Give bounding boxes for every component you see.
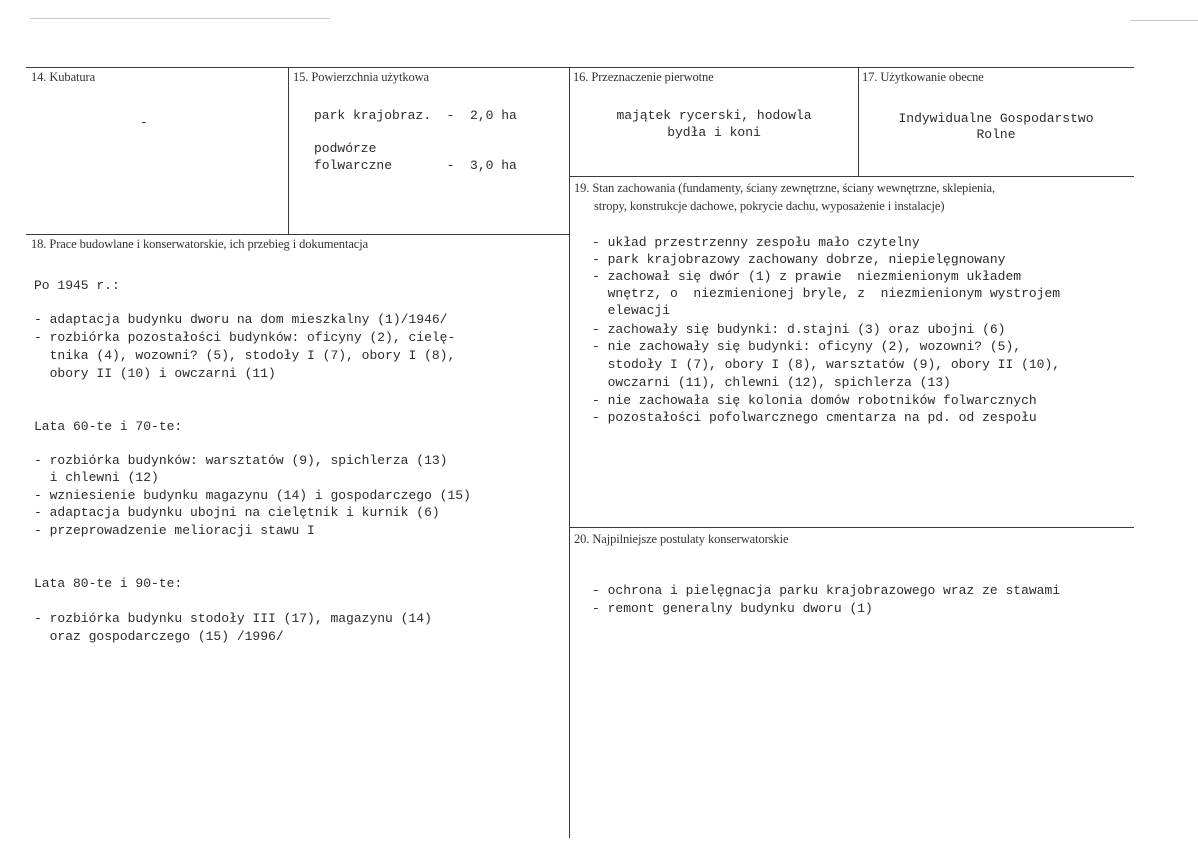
period-title: Lata 60-te i 70-te: [34, 419, 183, 434]
divider-above-18 [26, 234, 569, 235]
prace-line: i chlewni (12) [34, 470, 159, 485]
scan-artifact-line [1130, 20, 1198, 21]
prace-line: - rozbiórka budynku stodoły III (17), magazynu (14) [34, 611, 432, 626]
powierzchnia-line: folwarczne - 3,0 ha [314, 158, 517, 173]
stan-line: - nie zachowała się kolonia domów robotników folwarcznych [592, 393, 1037, 408]
stan-line: elewacji [592, 303, 671, 318]
uzytkowanie-line: Indywidualne Gospodarstwo [898, 111, 1094, 126]
section-19-header-line2: stropy, konstrukcje dachowe, pokrycie dachu, wyposażenie i instalacje) [594, 199, 945, 213]
powierzchnia-line: park krajobraz. - 2,0 ha [314, 108, 517, 123]
stan-line: - pozostałości pofolwarcznego cmentarza na pd. od zespołu [592, 410, 1037, 425]
prace-line: tnika (4), wozowni? (5), stodoły I (7), obory I (8), [34, 348, 456, 363]
postulat-line: - remont generalny budynku dworu (1) [592, 601, 873, 616]
section-15-header: 15. Powierzchnia użytkowa [293, 70, 430, 84]
form-top-border [26, 67, 1134, 68]
stan-line: - układ przestrzenny zespołu mało czytelny [592, 235, 920, 250]
section-20-header: 20. Najpilniejsze postulaty konserwatorskie [574, 532, 789, 546]
stan-line: - zachował się dwór (1) z prawie niezmienionym układem [592, 269, 1022, 284]
przeznaczenie-line: majątek rycerski, hodowla [616, 108, 812, 123]
section-16-header: 16. Przeznaczenie pierwotne [573, 70, 714, 84]
prace-line: - wzniesienie budynku magazynu (14) i gospodarczego (15) [34, 488, 471, 503]
divider-above-19 [569, 176, 1134, 177]
period-title: Lata 80-te i 90-te: [34, 576, 183, 591]
prace-line: obory II (10) i owczarni (11) [34, 366, 276, 381]
section-14-header: 14. Kubatura [31, 70, 96, 84]
section-18-header: 18. Prace budowlane i konserwatorskie, ich przebieg i dokumentacja [31, 237, 369, 251]
postulat-line: - ochrona i pielęgnacja parku krajobrazowego wraz ze stawami [592, 583, 1061, 598]
divider-16-17 [858, 67, 859, 176]
stan-line: - park krajobrazowy zachowany dobrze, niepielęgnowany [592, 252, 1006, 267]
stan-line: stodoły I (7), obory I (8), warsztatów (9), obory II (10), [592, 357, 1061, 372]
prace-line: oraz gospodarczego (15) /1996/ [34, 629, 284, 644]
scan-artifact-line [30, 18, 330, 19]
stan-line: - zachowały się budynki: d.stajni (3) oraz ubojni (6) [592, 322, 1006, 337]
stan-line: owczarni (11), chlewni (12), spichlerza (13) [592, 375, 951, 390]
uzytkowanie-line: Rolne [976, 127, 1016, 142]
powierzchnia-line: podwórze [314, 141, 377, 156]
prace-line: - adaptacja budynku ubojni na cielętnik i kurnik (6) [34, 505, 440, 520]
period-title: Po 1945 r.: [34, 278, 120, 293]
stan-line: - nie zachowały się budynki: oficyny (2), wozowni? (5), [592, 339, 1022, 354]
prace-line: - rozbiórka budynków: warsztatów (9), spichlerza (13) [34, 453, 448, 468]
divider-above-20 [569, 527, 1134, 528]
prace-line: - rozbiórka pozostałości budynków: oficyny (2), cielę- [34, 330, 456, 345]
prace-line: - przeprowadzenie melioracji stawu I [34, 523, 315, 538]
prace-line: - adaptacja budynku dworu na dom mieszkalny (1)/1946/ [34, 312, 448, 327]
kubatura-value: - [140, 115, 148, 130]
divider-14-15 [288, 67, 289, 234]
section-19-header-line1: 19. Stan zachowania (fundamenty, ściany zewnętrzne, ściany wewnętrzne, sklepienia, [574, 181, 996, 195]
przeznaczenie-line: bydła i koni [667, 125, 761, 140]
divider-left-right [569, 67, 570, 838]
stan-line: wnętrz, o niezmienionej bryle, z niezmienionym wystrojem [592, 286, 1061, 301]
section-17-header: 17. Użytkowanie obecne [862, 70, 984, 84]
